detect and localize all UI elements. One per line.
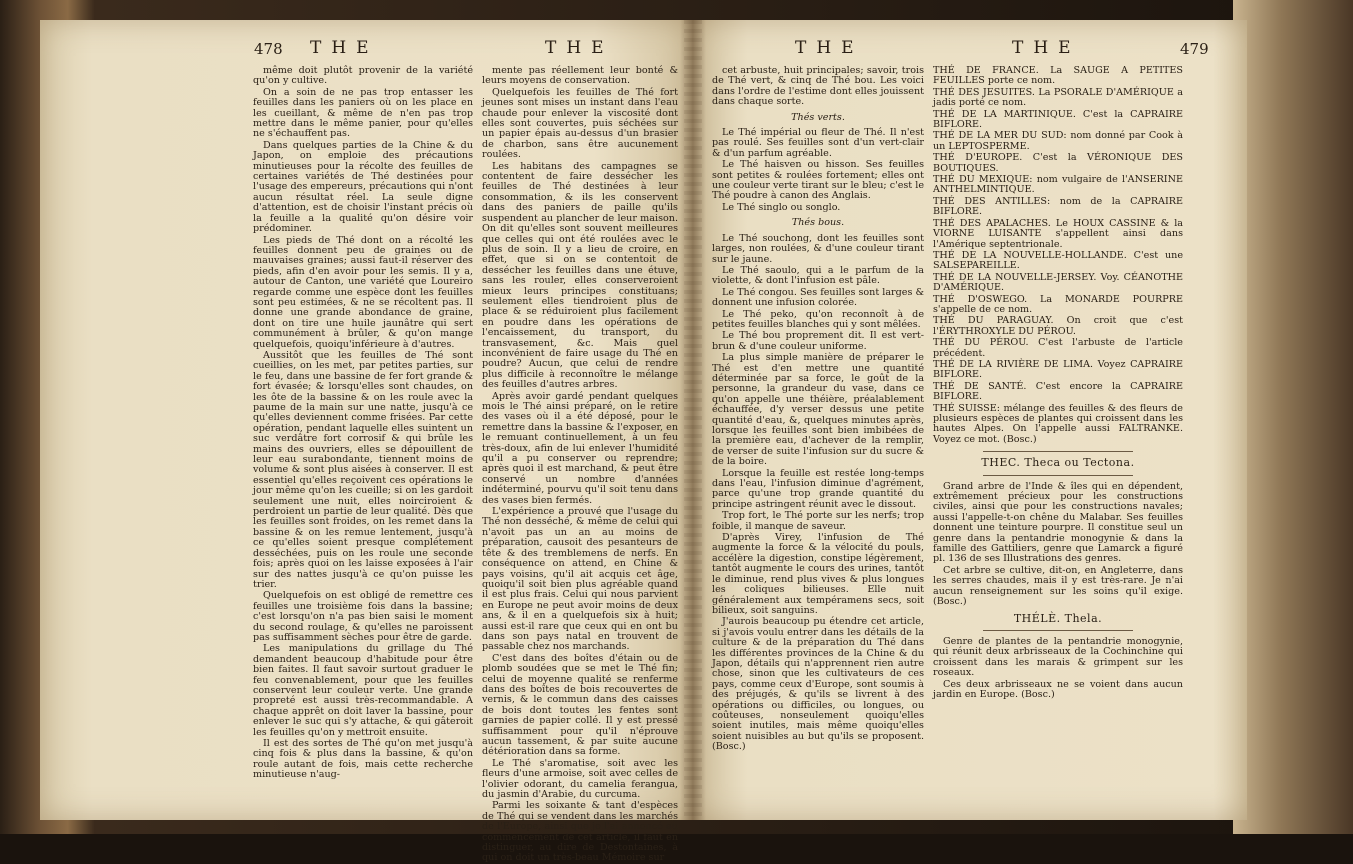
entry: THÉ D'OSWEGO. La MONARDE POURPRE s'appelle de ce nom.: [933, 293, 1183, 315]
paragraph: C'est dans des boîtes d'étain ou de plomb soudées que se met le Thé fin; celui de moyenne qualité se renferme dans des boîtes de bois recouvertes de vernis, & le commun dans des caisses de bois dont toutes les fentes sont garnies de papier collé. Il y est pressé suffisamment pour qu'il n'éprouve aucun tassement, & par suite aucune détérioration dans sa forme.: [482, 652, 678, 758]
left-running-head-2: THE: [545, 38, 614, 58]
paragraph: Le Thé congou. Ses feuilles sont larges & donnent une infusion colorée.: [712, 286, 924, 309]
divider: [983, 451, 1133, 452]
entry: THÉ DE LA NOUVELLE-HOLLANDE. C'est une SALSEPAREILLE.: [933, 249, 1183, 272]
paragraph: Grand arbre de l'Inde & îles qui en dépendent, extrêmement précieux pour les constructions civiles, ainsi que pour les constructions navales; aussi l'appelle-t-on chêne du Malabar. Ses feuilles donnent une teinture pourpre. Il constitue seul un genre dans la pentandrie monogynie & dans la famille des Gattiliers, genre que Lamarck a figuré pl. 136 de ses Illustrations des genres.: [933, 480, 1183, 565]
entry-title-thele: THÉLÈ. Thela.: [1013, 611, 1103, 625]
subheading-green-teas: Thés verts.: [791, 111, 845, 123]
paragraph: D'après Virey, l'infusion de Thé augmente la force & la vélocité du pouls, accélère la digestion, constipe légèrement, tantôt augmente le cours des urines, tantôt le diminue, rend plus vives & plus longues les coliques bilieuses. Elle nuit généralement aux tempéramens secs, soit bilieux, soit sanguins.: [712, 532, 924, 616]
paragraph: J'aurois beaucoup pu étendre cet article, si j'avois voulu entrer dans les détails de la culture & de la préparation du Thé dans les différentes provinces de la Chine & du Japon, détails qui n'apprennent rien autre chose, sinon que les cultivateurs de ces pays, comme ceux d'Europe, sont soumis à des préjugés, & qu'ils se livrent à des opérations ou difficiles, ou longues, ou coûteuses, nonseulement quoiqu'elles soient inutiles, mais même quoiqu'elles soient nuisibles au but qu'ils se proposent. (Bosc.): [712, 616, 924, 753]
paragraph: Les manipulations du grillage du Thé demandent beaucoup d'habitude pour être bien faites. Il faut savoir surtout graduer le feu convenablement, pour que les feuilles conservent leur couleur verte. Une grande propreté est aussi très-recommandable. A chaque apprêt on doit laver la bassine, pour enlever le suc qui s'y attache, & qui gâteroit les feuilles qu'on y mettroit ensuite.: [253, 643, 473, 738]
divider: [983, 475, 1133, 476]
left-column-1: [253, 66, 473, 816]
gutter-shadow: [684, 20, 702, 820]
left-page-number: 478: [254, 40, 283, 58]
paragraph: Quelquefois on est obligé de remettre ces feuilles une troisième fois dans la bassine; c'est lorsqu'on n'a pas bien saisi le moment du second roulage, & qu'elles ne paroissent pas suffisamment sèches pour être de garde.: [253, 590, 473, 643]
entry: THÉ DE SANTÉ. C'est encore la CAPRAIRE BIFLORE.: [933, 380, 1183, 403]
paragraph: Genre de plantes de la pentandrie monogynie, qui réunit deux arbrisseaux de la Cochinchine qui croissent dans les marais & grimpent sur les roseaux.: [933, 635, 1183, 679]
entry: THÉ DE LA NOUVELLE-JERSEY. Voy. CÉANOTHE D'AMÉRIQUE.: [933, 271, 1183, 294]
paragraph: Après avoir gardé pendant quelques mois le Thé ainsi préparé, on le retire des vases où il a été déposé, pour le remettre dans la bassine & l'exposer, en le remuant continuellement, à un feu très-doux, afin de lui enlever l'humidité qu'il a pu conserver ou reprendre; après quoi il est marchand, & peut être conservé un nombre d'années indéterminé, pourvu qu'il soit tenu dans des vases bien fermés.: [482, 390, 678, 506]
entry: THÉ SUISSE: mélange des feuilles & des fleurs de plusieurs espèces de plantes qui croissent dans les hautes Alpes. On l'appelle aussi FALTRANKE. Voyez ce mot. (Bosc.): [933, 402, 1183, 445]
paragraph: Le Thé haisven ou hisson. Ses feuilles sont petites & roulées fortement; elles ont une couleur verte tirant sur le bleu; c'est le Thé poudre à canon des Anglais.: [712, 159, 924, 202]
right-running-head-1: THE: [795, 38, 864, 58]
paragraph: Quelquefois les feuilles de Thé fort jeunes sont mises un instant dans l'eau chaude pour enlever la viscosité dont elles sont couvertes, puis séchées sur un papier épais au-dessus d'un brasier de charbon, sans être aucunement roulées.: [482, 86, 678, 161]
entry: THÉ DES APALACHES. Le HOUX CASSINE & la VIORNE LUISANTE s'appellent ainsi dans l'Amérique septentrionale.: [933, 217, 1183, 250]
right-column-2: [933, 66, 1183, 816]
entry: THÉ DE LA MARTINIQUE. C'est la CAPRAIRE BIFLORE.: [933, 108, 1183, 131]
right-page-number: 479: [1180, 40, 1209, 58]
paragraph: Le Thé s'aromatise, soit avec les fleurs d'une armoise, soit avec celles de l'olivier odorant, du camelia ferangua, du jasmin d'Arabie, du curcuma.: [482, 757, 678, 801]
entry: THÉ DE LA RIVIÈRE DE LIMA. Voyez CAPRAIRE BIFLORE.: [933, 358, 1183, 381]
entry: THÉ DES ANTILLES: nom de la CAPRAIRE BIFLORE.: [933, 195, 1183, 218]
left-running-head-1: THE: [310, 38, 379, 58]
divider: [983, 630, 1133, 631]
paragraph: Le Thé saoulo, qui a le parfum de la violette, & dont l'infusion est pâle.: [712, 264, 924, 287]
entry: THÉ DES JESUITES. La PSORALE D'AMÉRIQUE a jadis porté ce nom.: [933, 86, 1183, 109]
right-column-1: [712, 66, 924, 816]
paragraph: Le Thé singlo ou songlo.: [722, 201, 841, 213]
right-running-head-2: THE: [1012, 38, 1081, 58]
paragraph: même doit plutôt provenir de la variété qu'on y cultive.: [253, 65, 473, 87]
paragraph: Les pieds de Thé dont on a récolté les feuilles donnent peu de graines ou de mauvaises graines; aussi faut-il réserver des pieds, afin d'en avoir pour les semis. Il y a, autour de Canton, une variété que Loureiro regarde comme une espèce dont les feuilles sont peu estimées, & ne se récoltent pas. Il donne une grande abondance de graine, dont on tire une huile jaunâtre qui sert communément à brûler, & qu'on mange quelquefois, quoiqu'inférieure à d'autres.: [253, 234, 473, 350]
paragraph: cet arbuste, huit principales; savoir, trois de Thé vert, & cinq de Thé bou. Les voici dans l'ordre de l'estime dont elles jouissent dans chaque sorte.: [712, 65, 924, 108]
paragraph: Il est des sortes de Thé qu'on met jusqu'à cinq fois & plus dans la bassine, & qu'on roule autant de fois, mais cette recherche minutieuse n'aug-: [253, 738, 473, 781]
entry: THÉ DU PÉROU. C'est l'arbuste de l'article précédent.: [933, 337, 1183, 359]
entry: THÉ DE FRANCE. La SAUGE A PETITES FEUILLES porte ce nom.: [933, 65, 1183, 87]
paragraph: Le Thé impérial ou fleur de Thé. Il n'est pas roulé. Ses feuilles sont d'un vert-clair & d'un parfum agréable.: [712, 127, 924, 159]
paragraph: Trop fort, le Thé porte sur les nerfs; trop foible, il manque de saveur.: [712, 510, 924, 532]
subheading-bou-teas: Thés bous.: [791, 217, 845, 229]
paragraph: Dans quelques parties de la Chine & du Japon, on emploie des précautions minutieuses pour la récolte des feuilles de certaines variétés de Thé destinées pour l'usage des empereurs, précautions qui n'ont aucun résultat réel. La seule digne d'attention, est de choisir l'instant précis où la feuille a la qualité qu'on désire voir prédominer.: [253, 139, 473, 235]
paragraph: Parmi les soixante & tant d'espèces de Thé qui se vendent dans les marchés de l'Europe, ainsi que je l'ai annoncé au commencement de cet article, il faut en distinguer, au dire de Destontaines, à qui on doit un très-beau Mémoire sur: [482, 800, 678, 864]
paragraph: Cet arbre se cultive, dit-on, en Angleterre, dans les serres chaudes, mais il y est très-rare. Je n'ai aucun renseignement sur les soins qu'il exige. (Bosc.): [933, 564, 1183, 608]
entry: THÉ DU PARAGUAY. On croit que c'est l'ÉRYTHROXYLE DU PÉROU.: [933, 315, 1183, 337]
paragraph: La plus simple manière de préparer le Thé est d'en mettre une quantité déterminée par sa force, le goût de la personne, la grandeur du vase, dans ce qu'on appelle une théière, préalablement échauffée, d'y verser dessus une petite quantité d'eau, &, quelques minutes après, lorsque les feuilles sont bien imbibées de la première eau, d'achever de la remplir, de verser de suite l'infusion sur du sucre & de la boire.: [712, 352, 924, 468]
entry: THÉ DU MEXIQUE: nom vulgaire de l'ANSERINE ANTHELMINTIQUE.: [933, 174, 1183, 196]
paragraph: Le Thé bou proprement dit. Il est vert-brun & d'une couleur uniforme.: [712, 330, 924, 352]
paragraph: Le Thé souchong, dont les feuilles sont larges, non roulées, & d'une couleur tirant sur le jaune.: [712, 232, 924, 265]
entry: THÉ DE LA MER DU SUD: nom donné par Cook à un LEPTOSPERME.: [933, 130, 1183, 152]
paragraph: Aussitôt que les feuilles de Thé sont cueillies, on les met, par petites parties, sur le feu, dans une bassine de fer fort grande & fort évasée; & lorsqu'elles sont chaudes, on les ôte de la bassine & on les roule avec la paume de la main sur une natte, jusqu'à ce qu'elles deviennent comme frisées. Par cette opération, pendant laquelle elles suintent un suc verdâtre fort corrosif & qui brûle les mains des ouvriers, elles se dépouillent de leur eau surabondante, tiennent moins de volume & sont plus aisées à conserver. Il est essentiel qu'elles reçoivent ces opérations le jour même qu'on les cueille; si on les gardoit seulement une nuit, elles noirciroient & perdroient un partie de leur qualité. Dès que les feuilles sont froides, on les remet dans la bassine & on les remue lentement, jusqu'à ce qu'elles soient presque complétement desséchées, puis on les roule une seconde fois; après quoi on les laisse exposées à l'air sur des nattes jusqu'à ce qu'on puisse les trier.: [253, 349, 473, 590]
paragraph: Les habitans des campagnes se contentent de faire dessécher les feuilles de Thé destinées à leur consommation, & ils les conservent dans des paniers de paille qu'ils suspendent au plancher de leur maison. On dit qu'elles sont souvent meilleures que celles qui ont été roulées avec le plus de soin. Il y a lieu de croire, en effet, que si on se contentoit de dessécher les feuilles dans une étuve, sans les rouler, elles conserveroient mieux leurs principes constituans; seulement elles tiendroient plus de place & se réduiroient plus facilement en poudre dans les opérations de l'encaissement, du transport, du transvasement, &c. Mais quel inconvénient de faire usage du Thé en poudre? Aucun, que celui de rendre plus difficile à reconnoître le mélange des feuilles d'autres arbres.: [482, 160, 678, 391]
left-column-2: [482, 65, 678, 864]
paragraph: L'expérience a prouvé que l'usage du Thé non desséché, & même de celui qui n'avoit pas un an au moins de préparation, causoit des pesanteurs de tête & des tremblemens de nerfs. En conséquence on attend, en Chine & pays voisins, qu'il ait acquis cet âge, quoiqu'il soit bien plus agréable quand il est plus frais. Celui qui nous parvient en Europe ne peut avoir moins de deux ans, & il en a quelquefois six à huit; aussi est-il rare que ceux qui en ont bu dans son pays natal en trouvent de passable chez nos marchands.: [482, 506, 678, 653]
entry: THÉ D'EUROPE. C'est la VÉRONIQUE DES BOUTIQUES.: [933, 152, 1183, 174]
paragraph: On a soin de ne pas trop entasser les feuilles dans les paniers où on les place en les cueillant, & même de n'en pas trop mettre dans le même panier, pour qu'elles ne s'échauffent pas.: [253, 86, 473, 140]
paragraph: Lorsque la feuille est restée long-temps dans l'eau, l'infusion diminue d'agrément, parce qu'une trop grande quantité du principe astringent réunit avec le dissout.: [712, 467, 924, 510]
page-edges: [1233, 0, 1353, 834]
paragraph: mente pas réellement leur bonté & leurs moyens de conservation.: [482, 65, 678, 87]
paragraph: Le Thé peko, qu'on reconnoît à de petites feuilles blanches qui y sont mêlées.: [712, 308, 924, 330]
paragraph: Ces deux arbrisseaux ne se voient dans aucun jardin en Europe. (Bosc.): [933, 678, 1183, 700]
entry-title-thec: THEC. Theca ou Tectona.: [981, 456, 1135, 470]
